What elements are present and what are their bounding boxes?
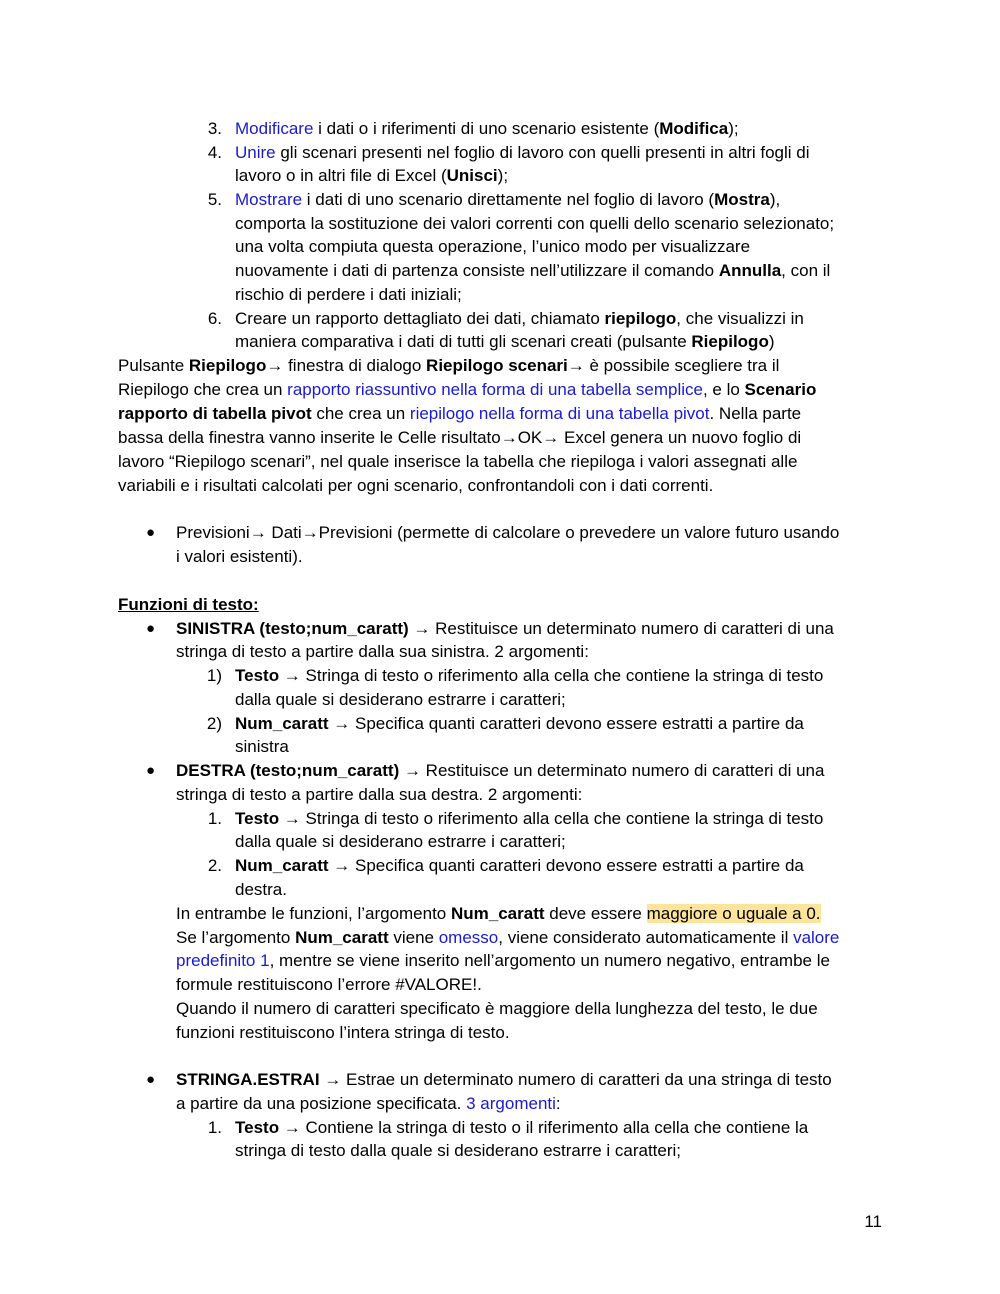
text: Creare un rapporto dettagliato dei dati, chiamato <box>235 309 605 328</box>
text: → Stringa di testo o riferimento alla cella che contiene la stringa di testo <box>279 809 824 828</box>
text: i dati di uno scenario direttamente nel foglio di lavoro ( <box>302 190 715 209</box>
bullet-item <box>176 1068 832 1091</box>
bold-text: Num_caratt <box>451 904 545 923</box>
bold-text: Annulla <box>718 261 782 280</box>
text: . Nella parte <box>709 404 802 423</box>
bullet-item-continuation: i valori esistenti). <box>176 547 303 566</box>
link: Unire <box>235 143 276 162</box>
paragraph-line: bassa della finestra vanno inserite le Celle risultato→OK→ Excel genera un nuovo foglio di <box>118 428 802 447</box>
list-item-continuation: rischio di perdere i dati iniziali; <box>235 285 462 304</box>
bold-text: Mostra <box>714 190 770 209</box>
list-item <box>235 117 739 140</box>
text: , viene considerato automaticamente il <box>498 928 794 947</box>
bullet-item <box>176 759 824 782</box>
bullet-icon: ● <box>146 762 156 779</box>
list-item-continuation: comporta la sostituzione dei valori correnti con quelli dello scenario selezionato; <box>235 214 835 233</box>
page-number: 11 <box>864 1212 882 1231</box>
bold-text: Testo <box>235 1118 280 1137</box>
bold-text: Riepilogo <box>691 332 769 351</box>
list-number: 1. <box>207 809 222 828</box>
list-number: 1. <box>207 1118 222 1137</box>
text: → Estrae un determinato numero di caratteri da una stringa di testo <box>319 1070 832 1089</box>
note-line <box>176 949 830 972</box>
list-item-continuation: destra. <box>235 880 287 899</box>
bullet-item: Previsioni→ Dati→Previsioni (permette di calcolare o prevedere un valore futuro usando <box>176 523 840 542</box>
bullet-item <box>176 617 834 640</box>
list-item-continuation: dalla quale si desiderano estrarre i caratteri; <box>235 832 566 851</box>
bold-text: Num_caratt <box>235 856 329 875</box>
link: omesso <box>438 928 499 947</box>
bold-text: Testo <box>235 666 280 685</box>
list-item <box>235 188 780 211</box>
text: → Specifica quanti caratteri devono essere estratti a partire da <box>328 856 804 875</box>
list-item <box>235 712 804 735</box>
list-item <box>235 664 823 687</box>
text: , mentre se viene inserito nell’argomento un numero negativo, entrambe le <box>269 951 830 970</box>
list-item-continuation <box>235 164 508 187</box>
text: viene <box>388 928 439 947</box>
section-heading: Funzioni di testo: <box>118 595 259 614</box>
list-item-continuation: dalla quale si desiderano estrarre i caratteri; <box>235 690 566 709</box>
bold-text: DESTRA (testo;num_caratt) <box>176 761 400 780</box>
text: Pulsante <box>118 356 189 375</box>
bullet-item-continuation: stringa di testo a partire dalla sua sinistra. 2 argomenti: <box>176 642 589 661</box>
list-item <box>235 854 804 877</box>
list-number: 6. <box>207 309 222 328</box>
text: nuovamente i dati di partenza consiste nell’utilizzare il comando <box>235 261 719 280</box>
list-item <box>235 1116 808 1139</box>
list-number: 1) <box>206 666 222 685</box>
bold-text: STRINGA.ESTRAI <box>176 1070 320 1089</box>
bold-text: Num_caratt <box>235 714 329 733</box>
bold-text: Testo <box>235 809 280 828</box>
note-line <box>176 902 821 925</box>
bold-text: rapporto di tabella pivot <box>118 404 312 423</box>
bullet-icon: ● <box>146 1071 156 1088</box>
text: ), <box>769 190 781 209</box>
highlighted-text: maggiore o uguale a 0. <box>646 904 821 923</box>
paragraph-line <box>118 378 816 401</box>
paragraph-line <box>118 354 779 377</box>
link: 3 argomenti <box>466 1094 556 1113</box>
text: deve essere <box>544 904 647 923</box>
text: : <box>555 1094 561 1113</box>
list-item-continuation <box>235 259 830 282</box>
link: Modificare <box>235 119 314 138</box>
list-item-continuation: sinistra <box>235 737 289 756</box>
paragraph-line: variabili e i risultati calcolati per ogni scenario, confrontandoli con i dati correnti. <box>118 476 714 495</box>
list-number: 2) <box>206 714 222 733</box>
text: → Restituisce un determinato numero di caratteri di una <box>399 761 825 780</box>
link: Mostrare <box>235 190 303 209</box>
note-line <box>176 926 839 949</box>
bold-text: Scenario <box>744 380 817 399</box>
bullet-item-continuation <box>176 1092 561 1115</box>
text: i dati o i riferimenti di uno scenario esistente ( <box>313 119 660 138</box>
link: predefinito 1 <box>176 951 270 970</box>
list-number: 3. <box>207 119 222 138</box>
text: ) <box>768 332 775 351</box>
list-item <box>235 807 823 830</box>
text: a partire da una posizione specificata. <box>176 1094 467 1113</box>
bold-text: Riepilogo scenari <box>426 356 568 375</box>
list-item <box>235 307 804 330</box>
text: → Stringa di testo o riferimento alla cella che contiene la stringa di testo <box>279 666 824 685</box>
note-line: Quando il numero di caratteri specificato è maggiore della lunghezza del testo, le due <box>176 999 818 1018</box>
list-number: 2. <box>207 856 222 875</box>
bold-text: SINISTRA (testo;num_caratt) <box>176 619 409 638</box>
list-item-continuation <box>235 330 775 353</box>
bullet-item-continuation: stringa di testo a partire dalla sua destra. 2 argomenti: <box>176 785 583 804</box>
link: riepilogo nella forma di una tabella pivot <box>409 404 710 423</box>
text: , con il <box>781 261 831 280</box>
text: → Contiene la stringa di testo o il riferimento alla cella che contiene la <box>279 1118 809 1137</box>
text: → Restituisce un determinato numero di caratteri di una <box>408 619 834 638</box>
text: , che visualizzi in <box>676 309 804 328</box>
list-item-continuation: stringa di testo dalla quale si desiderano estrarre i caratteri; <box>235 1141 682 1160</box>
text: In entrambe le funzioni, l’argomento <box>176 904 451 923</box>
bold-text: Modifica <box>659 119 729 138</box>
note-line: formule restituiscono l’errore #VALORE!. <box>176 975 482 994</box>
text: maniera comparativa i dati di tutti gli scenari creati (pulsante <box>235 332 692 351</box>
text: gli scenari presenti nel foglio di lavoro con quelli presenti in altri fogli di <box>275 143 810 162</box>
text: ); <box>728 119 739 138</box>
list-number: 4. <box>207 143 222 162</box>
bold-text: Unisci <box>446 166 498 185</box>
bold-text: Num_caratt <box>295 928 389 947</box>
text: → Specifica quanti caratteri devono essere estratti a partire da <box>328 714 804 733</box>
text: ); <box>497 166 509 185</box>
bullet-icon: ● <box>146 524 156 541</box>
text: che crea un <box>311 404 410 423</box>
text: Riepilogo che crea un <box>118 380 288 399</box>
list-item-continuation: una volta compiuta questa operazione, l’unico modo per visualizzare <box>235 237 751 256</box>
link: rapporto riassuntivo nella forma di una tabella semplice <box>287 380 703 399</box>
list-item <box>235 141 810 164</box>
paragraph-line: lavoro “Riepilogo scenari”, nel quale inserisce la tabella che riepiloga i valori assegnati alle <box>118 452 798 471</box>
bold-text: riepilogo <box>604 309 677 328</box>
note-line: funzioni restituiscono l’intera stringa di testo. <box>176 1023 510 1042</box>
text: lavoro o in altri file di Excel ( <box>235 166 447 185</box>
text: → è possibile scegliere tra il <box>567 356 780 375</box>
bold-text: Riepilogo <box>188 356 267 375</box>
link: valore <box>793 928 840 947</box>
text: Se l’argomento <box>176 928 296 947</box>
paragraph-line <box>118 402 801 425</box>
text: → finestra di dialogo <box>266 356 427 375</box>
list-number: 5. <box>207 190 222 209</box>
text: , e lo <box>702 380 745 399</box>
bullet-icon: ● <box>146 620 156 637</box>
